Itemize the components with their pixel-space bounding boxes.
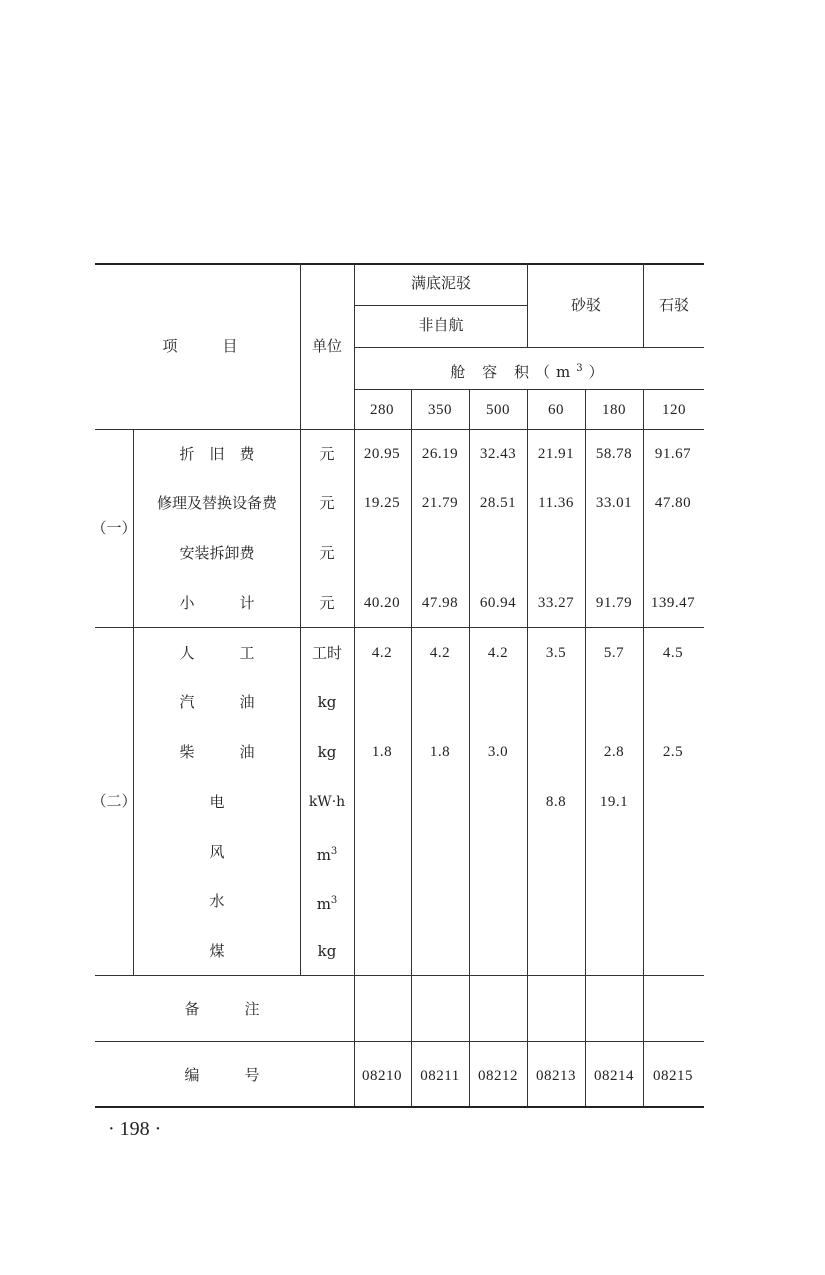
row-unit [317, 843, 338, 864]
rule-vertical-col6 [643, 263, 644, 347]
header-capacity-unit-close: ） [588, 363, 610, 381]
rule-vertical-col2 [411, 389, 412, 1106]
code-cell: 08210 [362, 1068, 402, 1084]
table-bottom-rule [95, 1106, 704, 1108]
rule-vertical-col3 [469, 389, 470, 1106]
header-group-sand: 砂驳 [570, 296, 602, 314]
rule-vertical-col6-lower [643, 389, 644, 1106]
header-capacity-label: 舱 容 积 [450, 363, 535, 381]
row-name: 风 [209, 843, 225, 861]
code-cell: 08215 [653, 1068, 693, 1084]
value-cell: 60.94 [479, 595, 517, 611]
remarks-label: 备 注 [184, 1000, 260, 1018]
value-cell: 19.25 [363, 495, 401, 511]
row-name: 安装拆卸费 [179, 544, 255, 562]
value-cell: 5.7 [603, 645, 625, 661]
size-cell: 280 [370, 402, 394, 418]
header-item: 项 目 [162, 337, 238, 355]
row-name: 人 工 [179, 644, 255, 662]
row-unit: 元 [319, 544, 335, 562]
row-name: 柴 油 [179, 743, 255, 761]
value-cell: 2.8 [603, 744, 625, 760]
header-sub-nonself: 非自航 [418, 316, 464, 334]
row-name: 小 计 [179, 594, 255, 612]
code-cell: 08212 [478, 1068, 518, 1084]
code-cell: 08211 [420, 1068, 460, 1084]
value-cell: 33.01 [595, 495, 633, 511]
code-label: 编 号 [184, 1066, 260, 1084]
row-unit: kg [317, 743, 337, 761]
value-cell: 3.0 [487, 744, 509, 760]
rule-header-bottom [95, 429, 704, 430]
table-top-rule [95, 263, 704, 265]
page-number: · 198 · [108, 1118, 162, 1140]
value-cell: 21.79 [421, 495, 459, 511]
header-capacity [450, 360, 609, 381]
rule-vertical-col4-lower [527, 389, 528, 1106]
size-cell: 60 [548, 402, 564, 418]
row-name: 汽 油 [179, 693, 255, 711]
header-unit: 单位 [311, 337, 343, 355]
rule-vertical-unit-data [354, 263, 355, 1106]
value-cell: 91.79 [595, 595, 633, 611]
rule-section2-bottom [95, 975, 704, 976]
row-name: 修理及替换设备费 [156, 494, 278, 512]
unit-sup: 3 [330, 895, 338, 906]
size-cell: 180 [602, 402, 626, 418]
rule-remarks-bottom [95, 1041, 704, 1042]
row-name: 折 旧 费 [179, 445, 255, 463]
value-cell: 19.1 [599, 794, 629, 810]
value-cell: 4.2 [371, 645, 393, 661]
unit-base: m [316, 846, 331, 864]
unit-sup: 3 [330, 846, 338, 857]
value-cell: 139.47 [650, 595, 696, 611]
row-unit: 元 [319, 594, 335, 612]
value-cell: 4.5 [662, 645, 684, 661]
row-name: 煤 [209, 942, 225, 960]
size-cell: 120 [662, 402, 686, 418]
value-cell: 20.95 [363, 446, 401, 462]
value-cell: 91.67 [654, 446, 692, 462]
header-group-mud: 满底泥驳 [410, 274, 472, 292]
section2-label: （二） [91, 792, 137, 810]
value-cell: 8.8 [545, 794, 567, 810]
rule-vertical-col4 [527, 263, 528, 347]
row-unit: 工时 [311, 644, 343, 662]
value-cell: 3.5 [545, 645, 567, 661]
header-capacity-unit-open: （m [534, 363, 577, 381]
value-cell: 32.43 [479, 446, 517, 462]
value-cell: 40.20 [363, 595, 401, 611]
rule-capacity-top [354, 347, 704, 348]
unit-base: m [316, 895, 331, 913]
value-cell: 26.19 [421, 446, 459, 462]
size-cell: 500 [486, 402, 510, 418]
row-name: 电 [209, 793, 225, 811]
value-cell: 11.36 [538, 495, 574, 511]
rule-vertical-item-unit [300, 263, 301, 975]
row-name: 水 [209, 892, 225, 910]
row-unit: kg [317, 693, 337, 711]
rule-capacity-bottom [354, 389, 704, 390]
header-capacity-unit-sup: 3 [576, 363, 589, 374]
size-cell: 350 [428, 402, 452, 418]
value-cell: 33.27 [537, 595, 575, 611]
section1-label: （一） [91, 519, 137, 537]
header-group-stone: 石驳 [658, 296, 690, 314]
value-cell: 28.51 [479, 495, 517, 511]
code-cell: 08213 [536, 1068, 576, 1084]
value-cell: 47.80 [654, 495, 692, 511]
code-cell: 08214 [594, 1068, 634, 1084]
value-cell: 21.91 [537, 446, 575, 462]
rule-section1-bottom [95, 627, 704, 628]
row-unit: kW·h [308, 794, 346, 810]
value-cell: 58.78 [595, 446, 633, 462]
value-cell: 1.8 [371, 744, 393, 760]
value-cell: 1.8 [429, 744, 451, 760]
rule-vertical-section-label [133, 429, 134, 975]
value-cell: 4.2 [429, 645, 451, 661]
row-unit: 元 [319, 494, 335, 512]
row-unit: kg [317, 942, 337, 960]
value-cell: 47.98 [421, 595, 459, 611]
row-unit: 元 [319, 445, 335, 463]
row-unit [317, 892, 338, 913]
value-cell: 4.2 [487, 645, 509, 661]
rule-mud-sub [354, 305, 527, 306]
value-cell: 2.5 [662, 744, 684, 760]
rule-vertical-col5 [585, 389, 586, 1106]
